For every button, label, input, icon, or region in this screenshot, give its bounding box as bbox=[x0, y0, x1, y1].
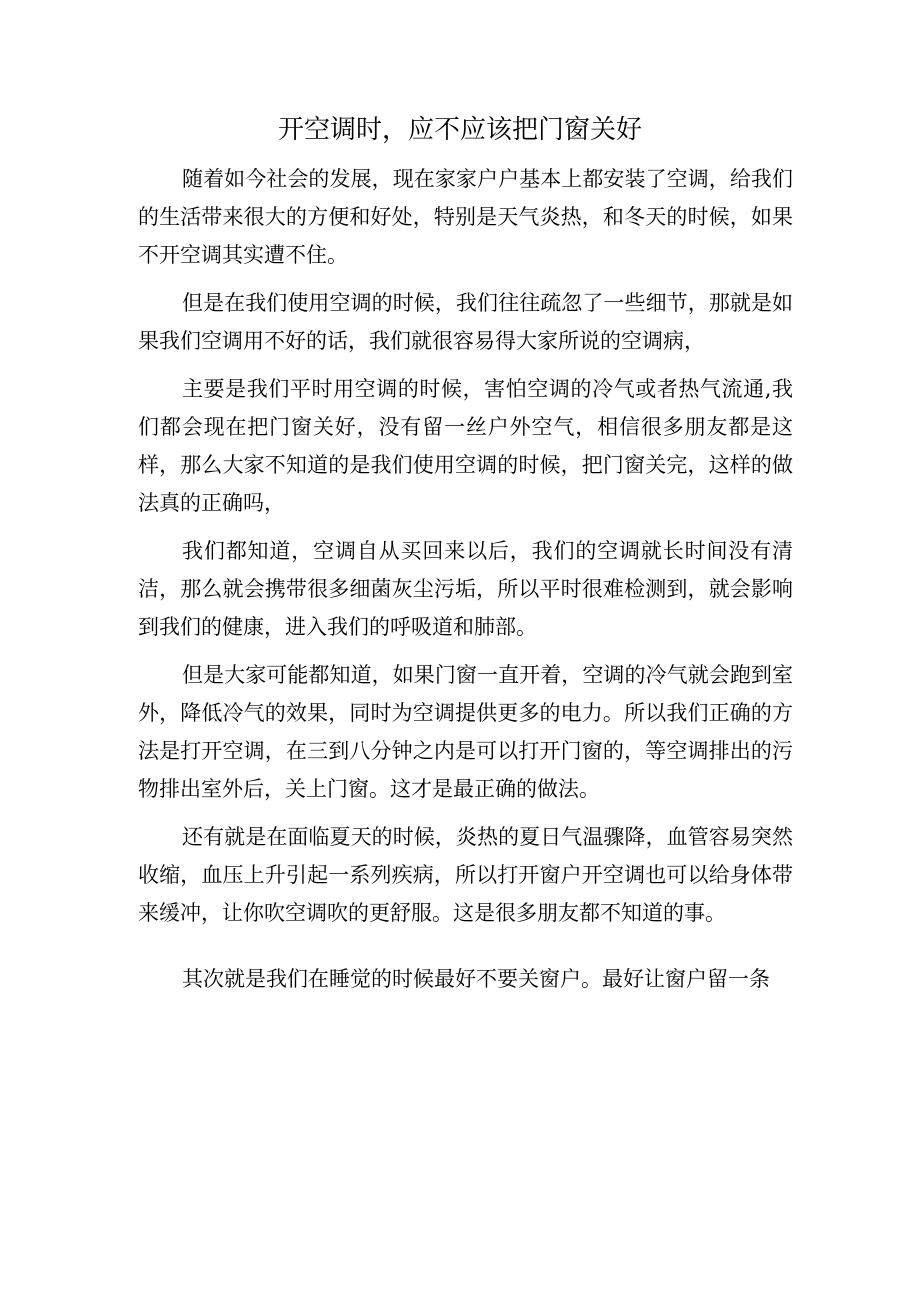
paragraph-5: 但是大家可能都知道，如果门窗一直开着，空调的冷气就会跑到室外，降低冷气的效果，同时为空调提供更多的电力。所以我们正确的方法是打开空调，在三到八分钟之内是可以打开门窗的，等空调排出的污物排出室外后，关上门窗。这才是最正确的做法。 bbox=[138, 663, 793, 801]
document-body bbox=[138, 160, 793, 1008]
paragraph-3: 主要是我们平时用空调的时候，害怕空调的冷气或者热气流通,我们都会现在把门窗关好，没有留一丝户外空气，相信很多朋友都是这样，那么大家不知道的是我们使用空调的时候，把门窗关完，这样的做法真的正确吗， bbox=[138, 377, 793, 515]
paragraph-6: 还有就是在面临夏天的时候，炎热的夏日气温骤降，血管容易突然收缩，血压上升引起一系列疾病，所以打开窗户开空调也可以给身体带来缓冲，让你吹空调吹的更舒服。这是很多朋友都不知道的事。 bbox=[138, 825, 793, 925]
paragraph-1: 随着如今社会的发展，现在家家户户基本上都安装了空调，给我们的生活带来很大的方便和好处，特别是天气炎热，和冬天的时候，如果不开空调其实遭不住。 bbox=[138, 167, 793, 267]
document-title: 开空调时，应不应该把门窗关好 bbox=[277, 115, 642, 145]
paragraph-4: 我们都知道，空调自从买回来以后，我们的空调就长时间没有清洁，那么就会携带很多细菌灰尘污垢，所以平时很难检测到，就会影响到我们的健康，进入我们的呼吸道和肺部。 bbox=[138, 539, 793, 639]
paragraph-2: 但是在我们使用空调的时候，我们往往疏忽了一些细节，那就是如果我们空调用不好的话，我们就很容易得大家所说的空调病， bbox=[138, 291, 793, 353]
paragraph-7: 其次就是我们在睡觉的时候最好不要关窗户。最好让窗户留一条 bbox=[182, 967, 770, 991]
